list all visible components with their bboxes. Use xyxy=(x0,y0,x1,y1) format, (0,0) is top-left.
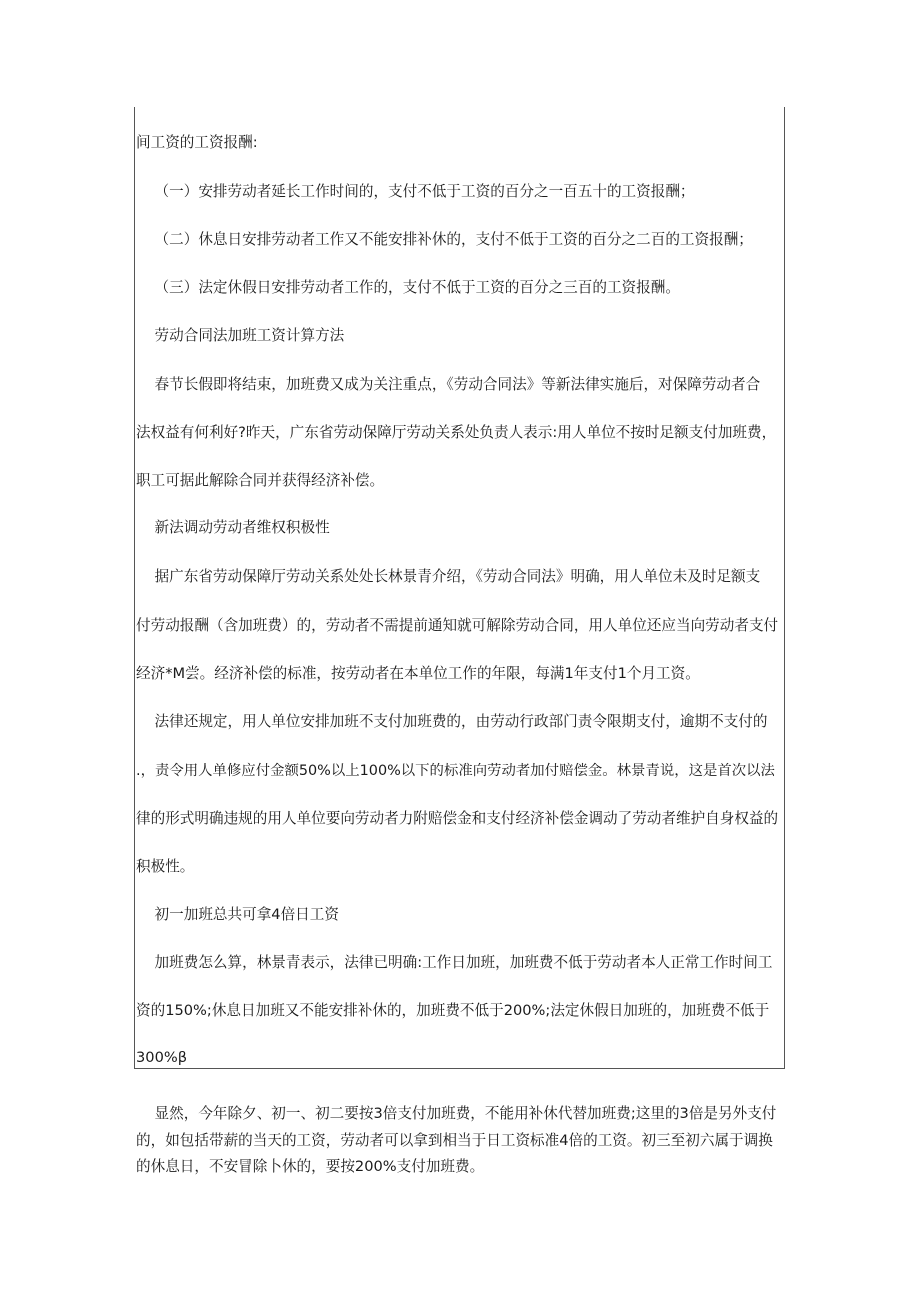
paragraph-line: 资的150%;休息日加班又不能安排补休的，加班费不低于200%;法定休假日加班的，加班费不低于 xyxy=(136,1002,770,1019)
paragraph-line: 加班费怎么算，林景青表示，法律已明确:工作日加班，加班费不低于劳动者本人正常工作时间工 xyxy=(136,954,773,971)
paragraph-line: 律的形式明确违规的用人单位要向劳动者力附赔偿金和支付经济补偿金调动了劳动者维护自身权益的 xyxy=(136,810,779,827)
section-heading: 初一加班总共可拿4倍日工资 xyxy=(136,906,339,923)
closing-paragraph-line: 的休息日，不安冒除卜休的，要按200%支付加班费。 xyxy=(136,1158,485,1175)
closing-paragraph-line: 的，如包括带薪的当天的工资，劳动者可以拿到相当于日工资标准4倍的工资。初三至初六属于调换 xyxy=(136,1132,773,1149)
paragraph-line: .，责令用人单修应付金额50%以上100%以下的标准向劳动者加付赔偿金。林景青说，这是首次以法 xyxy=(136,763,775,779)
paragraph-line: 积极性。 xyxy=(136,858,195,875)
paragraph-line: 付劳动报酬（含加班费）的，劳动者不需提前通知就可解除劳动合同，用人单位还应当向劳动者支付 xyxy=(136,617,779,634)
section-heading: 劳动合同法加班工资计算方法 xyxy=(136,327,345,344)
paragraph-line: 经济*M尝。经济补偿的标准，按劳动者在本单位工作的年限，每满1年支付1个月工资。 xyxy=(136,665,700,682)
closing-paragraph-line: 显然，今年除夕、初一、初二要按3倍支付加班费，不能用补休代替加班费;这里的3倍是另外支付 xyxy=(136,1105,777,1122)
paragraph-line: 职工可据此解除合同并获得经济补偿。 xyxy=(136,472,385,489)
paragraph-line: （三）法定休假日安排劳动者工作的，支付不低于工资的百分之三百的工资报酬。 xyxy=(136,279,680,296)
paragraph-line: 间工资的工资报酬: xyxy=(136,134,258,151)
section-heading: 新法调动劳动者维权积极性 xyxy=(136,519,330,536)
paragraph-line: 春节长假即将结束，加班费又成为关注重点，《劳动合同法》等新法律实施后，对保障劳动者合 xyxy=(136,376,761,393)
paragraph-line: 据广东省劳动保障厅劳动关系处处长林景青介绍，《劳动合同法》明确，用人单位未及时足额支 xyxy=(136,568,761,585)
paragraph-line: 法律还规定，用人单位安排加班不支付加班费的，由劳动行政部门责令限期支付，逾期不支付的 xyxy=(136,713,768,730)
paragraph-line: 300%β xyxy=(136,1049,188,1066)
paragraph-line: 法权益有何利好?昨天，广东省劳动保障厅劳动关系处负责人表示:用人单位不按时足额支付加班费， xyxy=(136,424,777,441)
paragraph-line: （一）安排劳动者延长工作时间的，支付不低于工资的百分之一百五十的工资报酬； xyxy=(136,183,695,200)
paragraph-line: （二）休息日安排劳动者工作又不能安排补休的，支付不低于工资的百分之二百的工资报酬； xyxy=(136,231,753,248)
